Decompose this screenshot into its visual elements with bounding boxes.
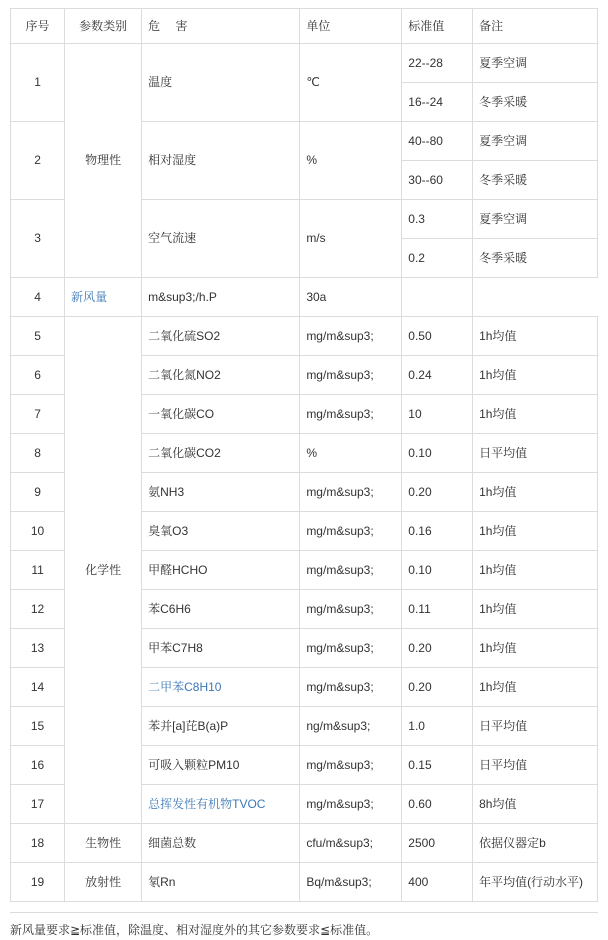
row-unit: Bq/m&sup3; (300, 863, 402, 902)
row-item: 甲苯C7H8 (142, 629, 300, 668)
row-no: 18 (11, 824, 65, 863)
row-remark: 1h均值 (473, 629, 598, 668)
row-remark: 1h均值 (473, 590, 598, 629)
row-item: 苯C6H6 (142, 590, 300, 629)
row-unit: m&sup3;/h.P (142, 278, 300, 317)
header-item: 危 害 (142, 9, 300, 44)
row-unit: ng/m&sup3; (300, 707, 402, 746)
table-row (11, 863, 598, 902)
row-remark: 1h均值 (473, 551, 598, 590)
row-value: 0.20 (402, 668, 473, 707)
row-unit: mg/m&sup3; (300, 317, 402, 356)
header-value: 标准值 (402, 9, 473, 44)
row-value: 0.11 (402, 590, 473, 629)
row-value: 22--28 (402, 44, 473, 83)
row-value: 0.3 (402, 200, 473, 239)
row-no: 4 (11, 278, 65, 317)
row-remark: 依据仪器定b (473, 824, 598, 863)
row-item: 细菌总数 (142, 824, 300, 863)
row-item: 二氧化碳CO2 (142, 434, 300, 473)
row-value: 0.2 (402, 239, 473, 278)
row-item: 苯并[a]芘B(a)P (142, 707, 300, 746)
row-no: 19 (11, 863, 65, 902)
row-remark: 1h均值 (473, 668, 598, 707)
table-row (11, 824, 598, 863)
row-remark: 冬季采暖 (473, 83, 598, 122)
row-unit: mg/m&sup3; (300, 746, 402, 785)
row-remark: 冬季采暖 (473, 239, 598, 278)
row-no: 12 (11, 590, 65, 629)
row-item: 甲醛HCHO (142, 551, 300, 590)
row-no: 17 (11, 785, 65, 824)
row-remark (402, 278, 473, 317)
row-value: 2500 (402, 824, 473, 863)
row-unit: mg/m&sup3; (300, 590, 402, 629)
row-no: 16 (11, 746, 65, 785)
row-remark: 日平均值 (473, 707, 598, 746)
row-unit: mg/m&sup3; (300, 629, 402, 668)
row-item: 温度 (142, 44, 300, 122)
row-no: 1 (11, 44, 65, 122)
row-remark: 夏季空调 (473, 122, 598, 161)
row-unit: mg/m&sup3; (300, 395, 402, 434)
row-value: 10 (402, 395, 473, 434)
row-unit: mg/m&sup3; (300, 512, 402, 551)
row-item: 一氧化碳CO (142, 395, 300, 434)
row-remark: 冬季采暖 (473, 161, 598, 200)
row-item-link[interactable]: 总挥发性有机物TVOC (148, 796, 266, 811)
row-no: 8 (11, 434, 65, 473)
row-item: 臭氧O3 (142, 512, 300, 551)
indoor-air-quality-table (10, 8, 598, 902)
row-unit: % (300, 434, 402, 473)
row-item-link[interactable]: 新风量 (71, 289, 108, 304)
row-value: 0.60 (402, 785, 473, 824)
row-no: 9 (11, 473, 65, 512)
row-remark: 夏季空调 (473, 44, 598, 83)
row-no: 6 (11, 356, 65, 395)
row-no: 7 (11, 395, 65, 434)
row-value: 40--80 (402, 122, 473, 161)
row-value: 16--24 (402, 83, 473, 122)
row-unit: cfu/m&sup3; (300, 824, 402, 863)
row-item (142, 785, 300, 824)
row-unit: m/s (300, 200, 402, 278)
row-no: 5 (11, 317, 65, 356)
row-remark: 日平均值 (473, 434, 598, 473)
row-unit: mg/m&sup3; (300, 473, 402, 512)
row-item: 相对湿度 (142, 122, 300, 200)
row-value: 0.15 (402, 746, 473, 785)
category-physical: 物理性 (65, 44, 142, 278)
row-no: 2 (11, 122, 65, 200)
row-value: 400 (402, 863, 473, 902)
row-remark: 夏季空调 (473, 200, 598, 239)
row-value: 0.10 (402, 551, 473, 590)
row-value: 1.0 (402, 707, 473, 746)
row-unit: mg/m&sup3; (300, 785, 402, 824)
category-chemical: 化学性 (65, 317, 142, 824)
row-value: 0.50 (402, 317, 473, 356)
row-item: 氨NH3 (142, 473, 300, 512)
row-unit: mg/m&sup3; (300, 551, 402, 590)
row-value: 0.16 (402, 512, 473, 551)
row-remark: 1h均值 (473, 512, 598, 551)
row-remark: 年平均值(行动水平) (473, 863, 598, 902)
row-no: 11 (11, 551, 65, 590)
table-row (11, 44, 598, 83)
row-item: 二氧化氮NO2 (142, 356, 300, 395)
row-unit: % (300, 122, 402, 200)
row-remark: 日平均值 (473, 746, 598, 785)
row-remark: 1h均值 (473, 317, 598, 356)
row-value: 30a (300, 278, 402, 317)
row-item-link[interactable]: 二甲苯C8H10 (148, 679, 222, 694)
row-item: 氡Rn (142, 863, 300, 902)
header-no: 序号 (11, 9, 65, 44)
row-item (142, 668, 300, 707)
row-item: 可吸入颗粒PM10 (142, 746, 300, 785)
row-item: 二氧化硫SO2 (142, 317, 300, 356)
category-radioactive: 放射性 (65, 863, 142, 902)
row-no: 10 (11, 512, 65, 551)
row-no: 13 (11, 629, 65, 668)
table-header-row (11, 9, 598, 44)
row-item (65, 278, 142, 317)
row-no: 3 (11, 200, 65, 278)
row-remark: 1h均值 (473, 473, 598, 512)
row-unit: mg/m&sup3; (300, 668, 402, 707)
header-remark: 备注 (473, 9, 598, 44)
table-row (11, 278, 598, 317)
row-remark: 1h均值 (473, 395, 598, 434)
row-no: 14 (11, 668, 65, 707)
category-biological: 生物性 (65, 824, 142, 863)
row-item: 空气流速 (142, 200, 300, 278)
row-value: 0.10 (402, 434, 473, 473)
header-unit: 单位 (300, 9, 402, 44)
table-row (11, 317, 598, 356)
row-unit: mg/m&sup3; (300, 356, 402, 395)
row-value: 0.24 (402, 356, 473, 395)
row-value: 0.20 (402, 473, 473, 512)
row-remark: 8h均值 (473, 785, 598, 824)
row-value: 30--60 (402, 161, 473, 200)
row-remark: 1h均值 (473, 356, 598, 395)
header-category: 参数类别 (65, 9, 142, 44)
row-no: 15 (11, 707, 65, 746)
row-value: 0.20 (402, 629, 473, 668)
row-unit: ℃ (300, 44, 402, 122)
table-footnote: 新风量要求≧标准值，除温度、相对湿度外的其它参数要求≦标准值。 (10, 912, 598, 940)
